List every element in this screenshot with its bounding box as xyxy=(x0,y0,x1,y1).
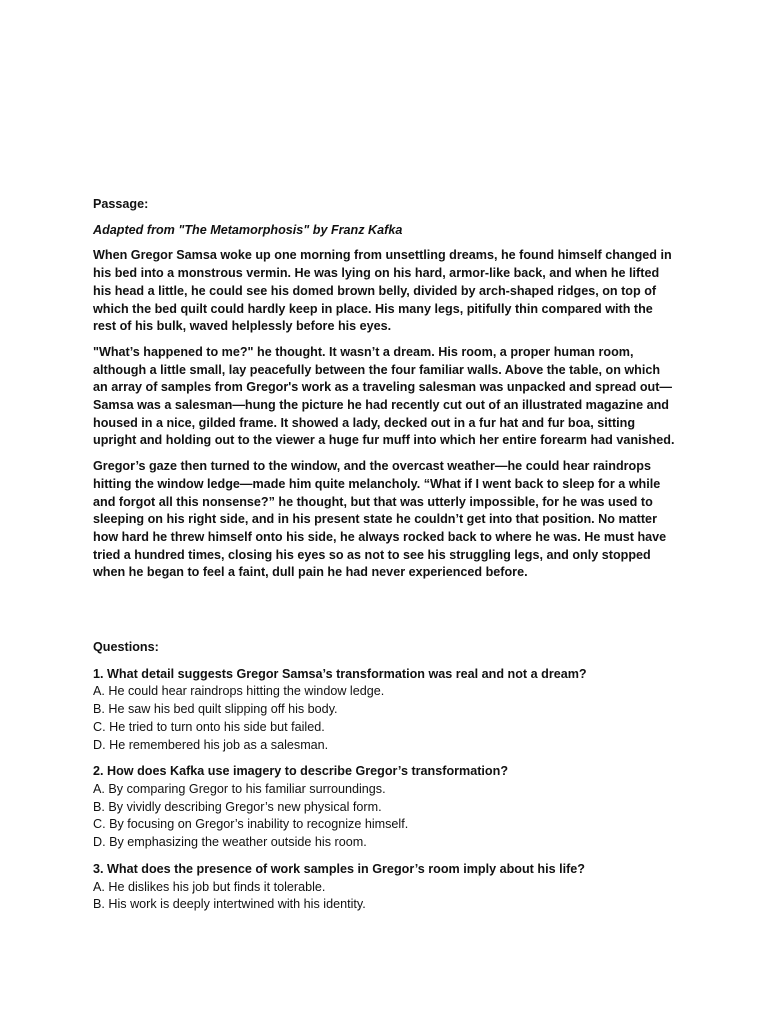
answer-option: C. He tried to turn onto his side but failed. xyxy=(93,719,325,734)
question-item xyxy=(93,666,678,755)
answer-option: D. By emphasizing the weather outside his room. xyxy=(93,835,367,850)
answer-option: D. He remembered his job as a salesman. xyxy=(93,737,329,752)
answer-option: A. He dislikes his job but finds it tolerable. xyxy=(93,879,326,894)
questions-label: Questions: xyxy=(93,640,159,655)
question-stem: 2. How does Kafka use imagery to describe Gregor’s transformation? xyxy=(93,764,509,779)
question-item xyxy=(93,861,678,914)
passage-paragraph: "What’s happened to me?" he thought. It wasn’t a dream. His room, a proper human room, although a little small, lay peacefully between the four familiar walls. Above the table, on which an array of samples from Gregor's work as a traveling salesman was unpacked and spread out—Samsa was a salesman—hung the picture he had recently cut out of an illustrated magazine and housed in a nice, gilded frame. It showed a lady, decked out in a fur hat and fur boa, sitting upright and holding out to the viewer a huge fur muff into which her entire forearm had vanished. xyxy=(93,344,675,448)
answer-option: B. His work is deeply intertwined with his identity. xyxy=(93,897,366,912)
answer-option: B. He saw his bed quilt slipping off his body. xyxy=(93,702,338,717)
question-stem: 3. What does the presence of work samples in Gregor’s room imply about his life? xyxy=(93,861,585,876)
answer-option: A. He could hear raindrops hitting the window ledge. xyxy=(93,684,385,699)
answer-option: A. By comparing Gregor to his familiar surroundings. xyxy=(93,781,386,796)
passage-paragraph: When Gregor Samsa woke up one morning from unsettling dreams, he found himself changed in his bed into a monstrous vermin. He was lying on his hard, armor-like back, and when he lifted his head a little, he could see his domed brown belly, divided by arch-shaped ridges, on top of which the bed quilt could hardly keep in place. His many legs, pitifully thin compared with the rest of his bulk, waved helplessly before his eyes. xyxy=(93,248,672,334)
passage-label: Passage: xyxy=(93,197,149,211)
passage-body xyxy=(93,247,678,582)
question-item xyxy=(93,763,678,852)
document-page xyxy=(93,196,678,923)
question-stem: 1. What detail suggests Gregor Samsa’s transformation was real and not a dream? xyxy=(93,666,587,681)
answer-option: B. By vividly describing Gregor’s new physical form. xyxy=(93,799,382,814)
answer-option: C. By focusing on Gregor’s inability to recognize himself. xyxy=(93,817,409,832)
passage-source: Adapted from "The Metamorphosis" by Franz Kafka xyxy=(93,222,403,237)
passage-paragraph: Gregor’s gaze then turned to the window, and the overcast weather—he could hear raindrops hitting the window ledge—made him quite melancholy. “What if I went back to sleep for a while and forgot all this nonsense?” he thought, but that was utterly impossible, for he was used to sleeping on his right side, and in his present state he couldn’t get into that position. No matter how hard he threw himself onto his side, he always rocked back to where he was. He must have tried a hundred times, closing his eyes so as not to see his struggling legs, and only stopped when he began to feel a faint, dull pain he had never experienced before. xyxy=(93,459,667,580)
